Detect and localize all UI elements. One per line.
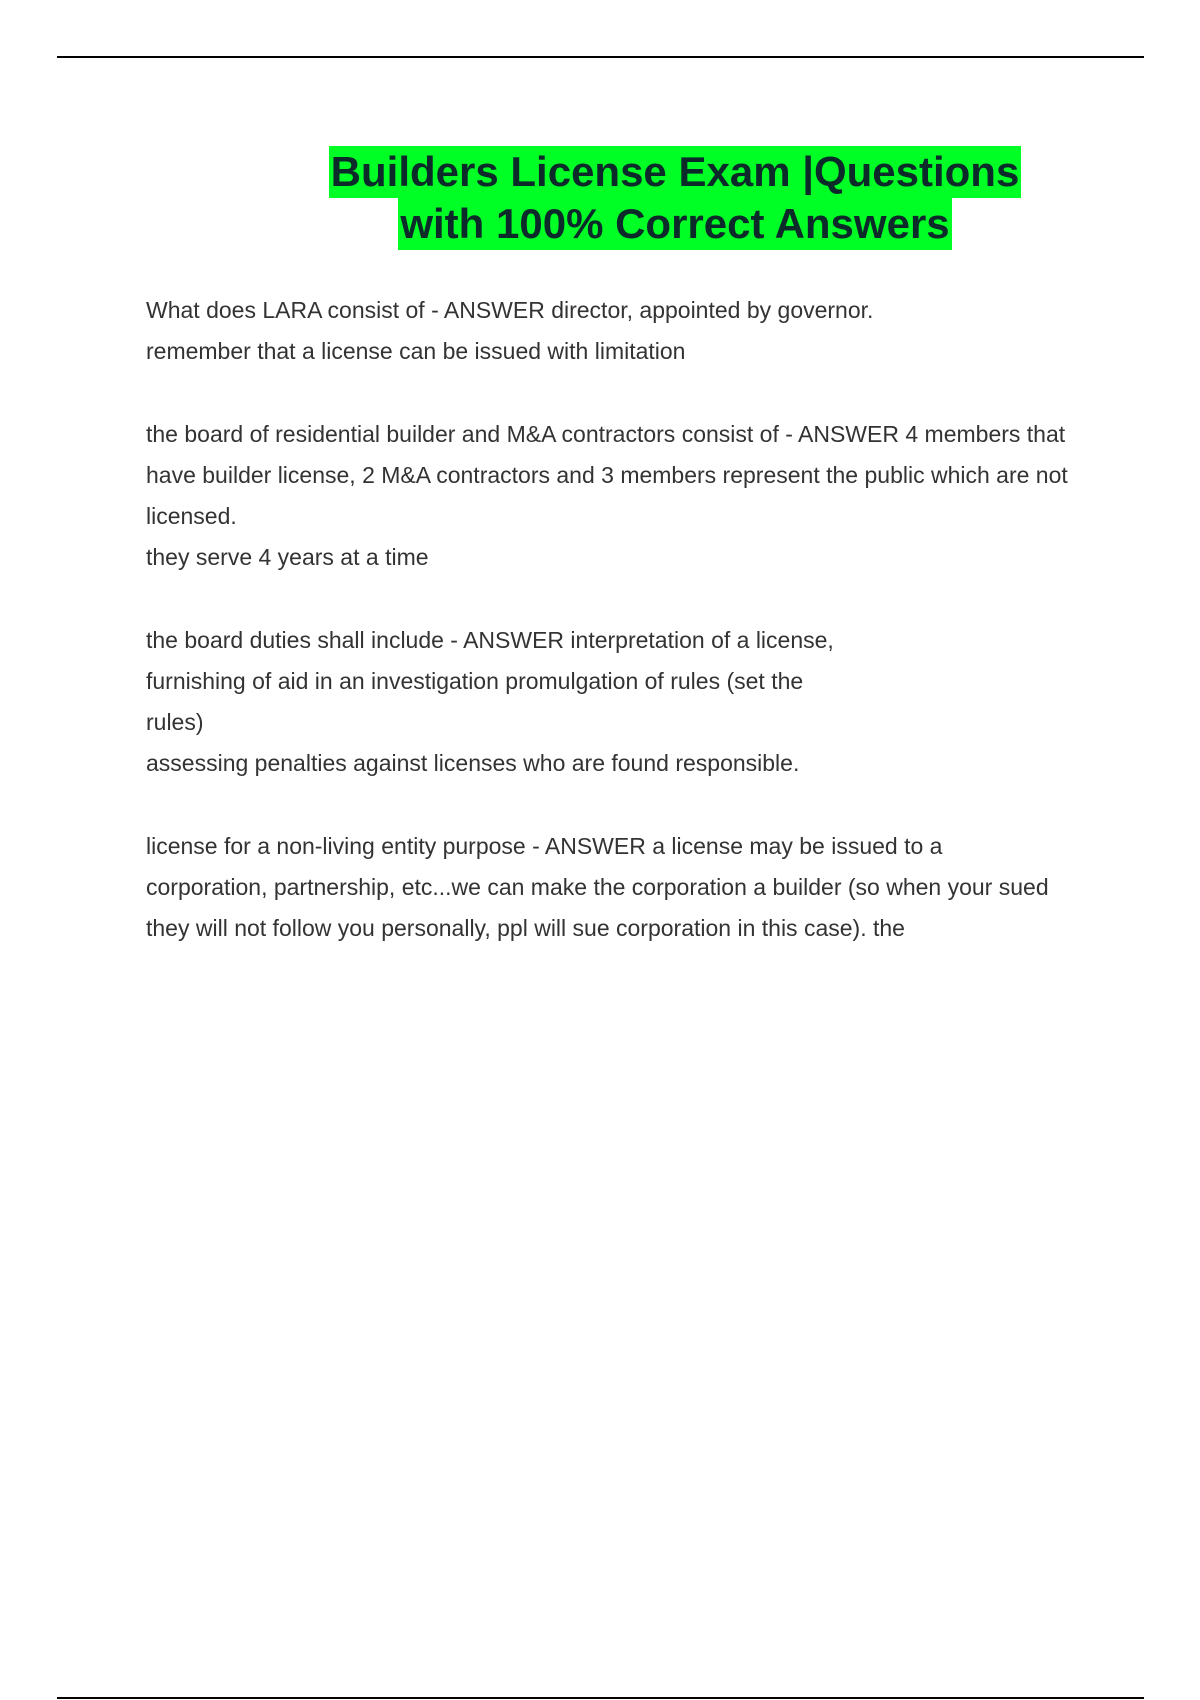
- top-rule: [57, 56, 1144, 58]
- qa-item: [146, 414, 1086, 578]
- qa-text: license for a non-living entity purpose - ANSWER a license may be issued to a corporation, partnership, etc...we can make the corporation a builder (so when your sued they will not follow you personally, ppl will sue corporation in this case). the: [146, 833, 1049, 941]
- document-body: [146, 290, 1086, 991]
- title-line-1: Builders License Exam |Questions: [329, 146, 1022, 198]
- qa-item: [146, 290, 1086, 372]
- qa-text-continued: furnishing of aid in an investigation promulgation of rules (set the rules): [146, 668, 804, 735]
- qa-text: What does LARA consist of - ANSWER director, appointed by governor. remember that a license can be issued with limitation: [146, 297, 874, 364]
- qa-item: [146, 826, 1086, 949]
- qa-item: [146, 620, 1086, 784]
- qa-text: the board of residential builder and M&A contractors consist of - ANSWER 4 members that have builder license, 2 M&A contractors and 3 members represent the public which are not licensed.: [146, 421, 1068, 529]
- document-title: [120, 146, 1200, 250]
- title-line-2: with 100% Correct Answers: [398, 198, 951, 250]
- qa-text: the board duties shall include - ANSWER interpretation of a license,: [146, 627, 834, 653]
- qa-text-continued: they serve 4 years at a time: [146, 544, 429, 570]
- bottom-rule: [57, 1697, 1144, 1699]
- qa-text-continued-2: assessing penalties against licenses who are found responsible.: [146, 750, 800, 776]
